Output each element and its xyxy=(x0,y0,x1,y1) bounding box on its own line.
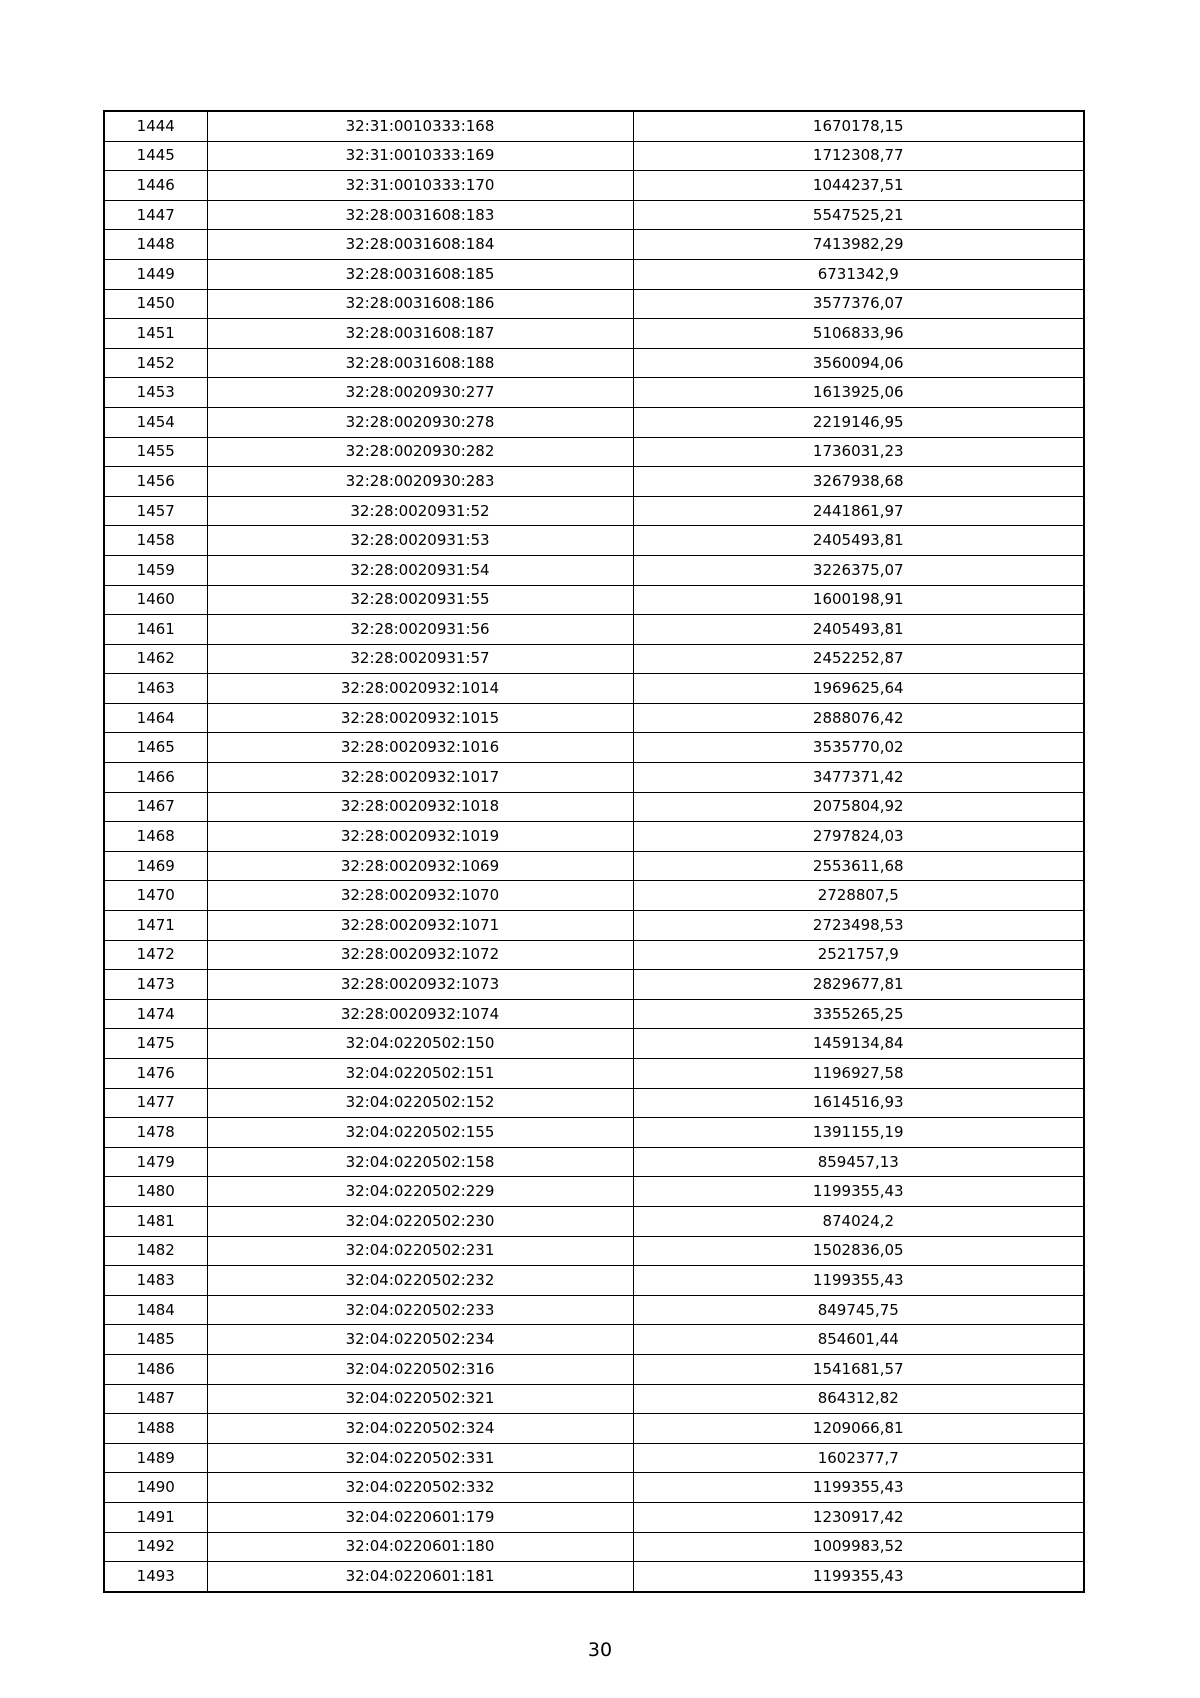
table-row xyxy=(104,1266,1084,1296)
table-row xyxy=(104,1295,1084,1325)
cadastral-number-cell: 32:28:0020932:1074 xyxy=(207,999,633,1029)
value-cell: 5547525,21 xyxy=(633,200,1084,230)
value-cell: 1391155,19 xyxy=(633,1118,1084,1148)
value-cell: 2521757,9 xyxy=(633,940,1084,970)
table-row xyxy=(104,1088,1084,1118)
table-body xyxy=(104,111,1084,1592)
row-number-cell: 1493 xyxy=(104,1562,207,1592)
table-row xyxy=(104,940,1084,970)
value-cell: 5106833,96 xyxy=(633,319,1084,349)
value-cell: 1602377,7 xyxy=(633,1443,1084,1473)
table-row xyxy=(104,881,1084,911)
row-number-cell: 1490 xyxy=(104,1473,207,1503)
table-row xyxy=(104,792,1084,822)
value-cell: 854601,44 xyxy=(633,1325,1084,1355)
cadastral-number-cell: 32:28:0020932:1019 xyxy=(207,822,633,852)
row-number-cell: 1478 xyxy=(104,1118,207,1148)
cadastral-number-cell: 32:04:0220502:316 xyxy=(207,1354,633,1384)
cadastral-number-cell: 32:28:0020931:55 xyxy=(207,585,633,615)
row-number-cell: 1480 xyxy=(104,1177,207,1207)
cadastral-number-cell: 32:28:0031608:183 xyxy=(207,200,633,230)
value-cell: 2553611,68 xyxy=(633,851,1084,881)
cadastral-number-cell: 32:04:0220502:332 xyxy=(207,1473,633,1503)
cadastral-number-cell: 32:28:0020932:1073 xyxy=(207,970,633,1000)
row-number-cell: 1445 xyxy=(104,141,207,171)
cadastral-number-cell: 32:28:0020930:283 xyxy=(207,467,633,497)
cadastral-number-cell: 32:28:0031608:188 xyxy=(207,348,633,378)
value-cell: 2075804,92 xyxy=(633,792,1084,822)
row-number-cell: 1463 xyxy=(104,674,207,704)
row-number-cell: 1461 xyxy=(104,615,207,645)
row-number-cell: 1474 xyxy=(104,999,207,1029)
table-row xyxy=(104,1325,1084,1355)
row-number-cell: 1489 xyxy=(104,1443,207,1473)
table-row xyxy=(104,171,1084,201)
value-cell: 1502836,05 xyxy=(633,1236,1084,1266)
row-number-cell: 1462 xyxy=(104,644,207,674)
table-row xyxy=(104,141,1084,171)
cadastral-number-cell: 32:28:0020932:1070 xyxy=(207,881,633,911)
row-number-cell: 1452 xyxy=(104,348,207,378)
value-cell: 6731342,9 xyxy=(633,259,1084,289)
table-row xyxy=(104,851,1084,881)
cadastral-number-cell: 32:04:0220502:231 xyxy=(207,1236,633,1266)
value-cell: 2441861,97 xyxy=(633,496,1084,526)
table-row xyxy=(104,1384,1084,1414)
value-cell: 1670178,15 xyxy=(633,111,1084,141)
table-row xyxy=(104,644,1084,674)
table-row xyxy=(104,615,1084,645)
row-number-cell: 1486 xyxy=(104,1354,207,1384)
table-row xyxy=(104,111,1084,141)
value-cell: 1613925,06 xyxy=(633,378,1084,408)
cadastral-number-cell: 32:04:0220502:158 xyxy=(207,1147,633,1177)
cadastral-number-cell: 32:28:0020932:1071 xyxy=(207,911,633,941)
table-row xyxy=(104,970,1084,1000)
row-number-cell: 1492 xyxy=(104,1532,207,1562)
cadastral-number-cell: 32:31:0010333:170 xyxy=(207,171,633,201)
value-cell: 3560094,06 xyxy=(633,348,1084,378)
cadastral-number-cell: 32:04:0220502:321 xyxy=(207,1384,633,1414)
table-row xyxy=(104,200,1084,230)
table-row xyxy=(104,733,1084,763)
value-cell: 1230917,42 xyxy=(633,1502,1084,1532)
value-cell: 1541681,57 xyxy=(633,1354,1084,1384)
table-row xyxy=(104,585,1084,615)
table-row xyxy=(104,999,1084,1029)
value-cell: 1969625,64 xyxy=(633,674,1084,704)
value-cell: 7413982,29 xyxy=(633,230,1084,260)
row-number-cell: 1457 xyxy=(104,496,207,526)
row-number-cell: 1451 xyxy=(104,319,207,349)
table-row xyxy=(104,1206,1084,1236)
value-cell: 2452252,87 xyxy=(633,644,1084,674)
table-row xyxy=(104,1473,1084,1503)
value-cell: 3226375,07 xyxy=(633,555,1084,585)
value-cell: 2219146,95 xyxy=(633,407,1084,437)
cadastral-value-table xyxy=(103,110,1085,1593)
row-number-cell: 1465 xyxy=(104,733,207,763)
row-number-cell: 1466 xyxy=(104,763,207,793)
cadastral-number-cell: 32:28:0020932:1017 xyxy=(207,763,633,793)
row-number-cell: 1469 xyxy=(104,851,207,881)
cadastral-number-cell: 32:28:0020932:1016 xyxy=(207,733,633,763)
row-number-cell: 1481 xyxy=(104,1206,207,1236)
table-row xyxy=(104,1059,1084,1089)
value-cell: 3477371,42 xyxy=(633,763,1084,793)
row-number-cell: 1460 xyxy=(104,585,207,615)
value-cell: 2888076,42 xyxy=(633,703,1084,733)
cadastral-number-cell: 32:28:0031608:185 xyxy=(207,259,633,289)
cadastral-number-cell: 32:28:0020931:54 xyxy=(207,555,633,585)
row-number-cell: 1456 xyxy=(104,467,207,497)
row-number-cell: 1467 xyxy=(104,792,207,822)
table-row xyxy=(104,1443,1084,1473)
cadastral-number-cell: 32:28:0031608:184 xyxy=(207,230,633,260)
value-cell: 2405493,81 xyxy=(633,615,1084,645)
cadastral-number-cell: 32:04:0220601:179 xyxy=(207,1502,633,1532)
table-row xyxy=(104,1532,1084,1562)
table-row xyxy=(104,1029,1084,1059)
cadastral-number-cell: 32:28:0020932:1014 xyxy=(207,674,633,704)
value-cell: 1199355,43 xyxy=(633,1177,1084,1207)
value-cell: 1736031,23 xyxy=(633,437,1084,467)
value-cell: 1044237,51 xyxy=(633,171,1084,201)
cadastral-number-cell: 32:04:0220502:151 xyxy=(207,1059,633,1089)
cadastral-number-cell: 32:04:0220502:229 xyxy=(207,1177,633,1207)
table-row xyxy=(104,378,1084,408)
table-row xyxy=(104,822,1084,852)
cadastral-number-cell: 32:28:0020932:1072 xyxy=(207,940,633,970)
table-row xyxy=(104,319,1084,349)
cadastral-number-cell: 32:04:0220502:233 xyxy=(207,1295,633,1325)
row-number-cell: 1475 xyxy=(104,1029,207,1059)
table-row xyxy=(104,407,1084,437)
row-number-cell: 1470 xyxy=(104,881,207,911)
row-number-cell: 1479 xyxy=(104,1147,207,1177)
page-number: 30 xyxy=(587,1639,613,1661)
row-number-cell: 1458 xyxy=(104,526,207,556)
value-cell: 1600198,91 xyxy=(633,585,1084,615)
table-row xyxy=(104,348,1084,378)
table-row xyxy=(104,703,1084,733)
cadastral-number-cell: 32:04:0220502:324 xyxy=(207,1414,633,1444)
row-number-cell: 1487 xyxy=(104,1384,207,1414)
cadastral-number-cell: 32:04:0220502:232 xyxy=(207,1266,633,1296)
cadastral-number-cell: 32:28:0020930:278 xyxy=(207,407,633,437)
value-cell: 2829677,81 xyxy=(633,970,1084,1000)
table-row xyxy=(104,230,1084,260)
row-number-cell: 1471 xyxy=(104,911,207,941)
row-number-cell: 1482 xyxy=(104,1236,207,1266)
cadastral-number-cell: 32:28:0020931:57 xyxy=(207,644,633,674)
row-number-cell: 1485 xyxy=(104,1325,207,1355)
value-cell: 2723498,53 xyxy=(633,911,1084,941)
row-number-cell: 1453 xyxy=(104,378,207,408)
table-row xyxy=(104,911,1084,941)
cadastral-number-cell: 32:28:0031608:186 xyxy=(207,289,633,319)
value-cell: 2728807,5 xyxy=(633,881,1084,911)
table-row xyxy=(104,526,1084,556)
row-number-cell: 1464 xyxy=(104,703,207,733)
value-cell: 2405493,81 xyxy=(633,526,1084,556)
value-cell: 874024,2 xyxy=(633,1206,1084,1236)
row-number-cell: 1444 xyxy=(104,111,207,141)
value-cell: 1009983,52 xyxy=(633,1532,1084,1562)
value-cell: 1209066,81 xyxy=(633,1414,1084,1444)
cadastral-number-cell: 32:28:0020931:56 xyxy=(207,615,633,645)
row-number-cell: 1476 xyxy=(104,1059,207,1089)
table-row xyxy=(104,259,1084,289)
row-number-cell: 1468 xyxy=(104,822,207,852)
value-cell: 1712308,77 xyxy=(633,141,1084,171)
cadastral-number-cell: 32:28:0020932:1018 xyxy=(207,792,633,822)
row-number-cell: 1477 xyxy=(104,1088,207,1118)
table-row xyxy=(104,289,1084,319)
cadastral-number-cell: 32:04:0220601:180 xyxy=(207,1532,633,1562)
cadastral-number-cell: 32:04:0220502:150 xyxy=(207,1029,633,1059)
row-number-cell: 1455 xyxy=(104,437,207,467)
cadastral-number-cell: 32:28:0020931:53 xyxy=(207,526,633,556)
row-number-cell: 1491 xyxy=(104,1502,207,1532)
table-row xyxy=(104,674,1084,704)
row-number-cell: 1454 xyxy=(104,407,207,437)
cadastral-number-cell: 32:04:0220502:152 xyxy=(207,1088,633,1118)
value-cell: 1196927,58 xyxy=(633,1059,1084,1089)
value-cell: 3577376,07 xyxy=(633,289,1084,319)
value-cell: 1199355,43 xyxy=(633,1266,1084,1296)
cadastral-number-cell: 32:28:0020931:52 xyxy=(207,496,633,526)
table-row xyxy=(104,1562,1084,1592)
value-cell: 3267938,68 xyxy=(633,467,1084,497)
table-row xyxy=(104,1502,1084,1532)
value-cell: 859457,13 xyxy=(633,1147,1084,1177)
table-row xyxy=(104,555,1084,585)
table-row xyxy=(104,467,1084,497)
cadastral-number-cell: 32:04:0220502:234 xyxy=(207,1325,633,1355)
value-cell: 864312,82 xyxy=(633,1384,1084,1414)
cadastral-number-cell: 32:04:0220502:331 xyxy=(207,1443,633,1473)
row-number-cell: 1472 xyxy=(104,940,207,970)
value-cell: 1199355,43 xyxy=(633,1473,1084,1503)
cadastral-number-cell: 32:28:0020932:1015 xyxy=(207,703,633,733)
value-cell: 3535770,02 xyxy=(633,733,1084,763)
value-cell: 1614516,93 xyxy=(633,1088,1084,1118)
row-number-cell: 1483 xyxy=(104,1266,207,1296)
table-row xyxy=(104,1236,1084,1266)
row-number-cell: 1448 xyxy=(104,230,207,260)
row-number-cell: 1473 xyxy=(104,970,207,1000)
table-row xyxy=(104,1354,1084,1384)
cadastral-number-cell: 32:04:0220502:155 xyxy=(207,1118,633,1148)
cadastral-number-cell: 32:31:0010333:169 xyxy=(207,141,633,171)
cadastral-number-cell: 32:04:0220601:181 xyxy=(207,1562,633,1592)
value-cell: 3355265,25 xyxy=(633,999,1084,1029)
value-cell: 2797824,03 xyxy=(633,822,1084,852)
row-number-cell: 1484 xyxy=(104,1295,207,1325)
cadastral-number-cell: 32:31:0010333:168 xyxy=(207,111,633,141)
cadastral-number-cell: 32:28:0020932:1069 xyxy=(207,851,633,881)
table-row xyxy=(104,437,1084,467)
row-number-cell: 1446 xyxy=(104,171,207,201)
table-row xyxy=(104,1147,1084,1177)
value-cell: 1199355,43 xyxy=(633,1562,1084,1592)
cadastral-number-cell: 32:28:0020930:282 xyxy=(207,437,633,467)
cadastral-number-cell: 32:04:0220502:230 xyxy=(207,1206,633,1236)
table-row xyxy=(104,1118,1084,1148)
table-row xyxy=(104,1414,1084,1444)
row-number-cell: 1447 xyxy=(104,200,207,230)
row-number-cell: 1488 xyxy=(104,1414,207,1444)
row-number-cell: 1449 xyxy=(104,259,207,289)
table-row xyxy=(104,496,1084,526)
table-row xyxy=(104,1177,1084,1207)
row-number-cell: 1459 xyxy=(104,555,207,585)
cadastral-number-cell: 32:28:0020930:277 xyxy=(207,378,633,408)
table-row xyxy=(104,763,1084,793)
cadastral-number-cell: 32:28:0031608:187 xyxy=(207,319,633,349)
value-cell: 1459134,84 xyxy=(633,1029,1084,1059)
row-number-cell: 1450 xyxy=(104,289,207,319)
value-cell: 849745,75 xyxy=(633,1295,1084,1325)
